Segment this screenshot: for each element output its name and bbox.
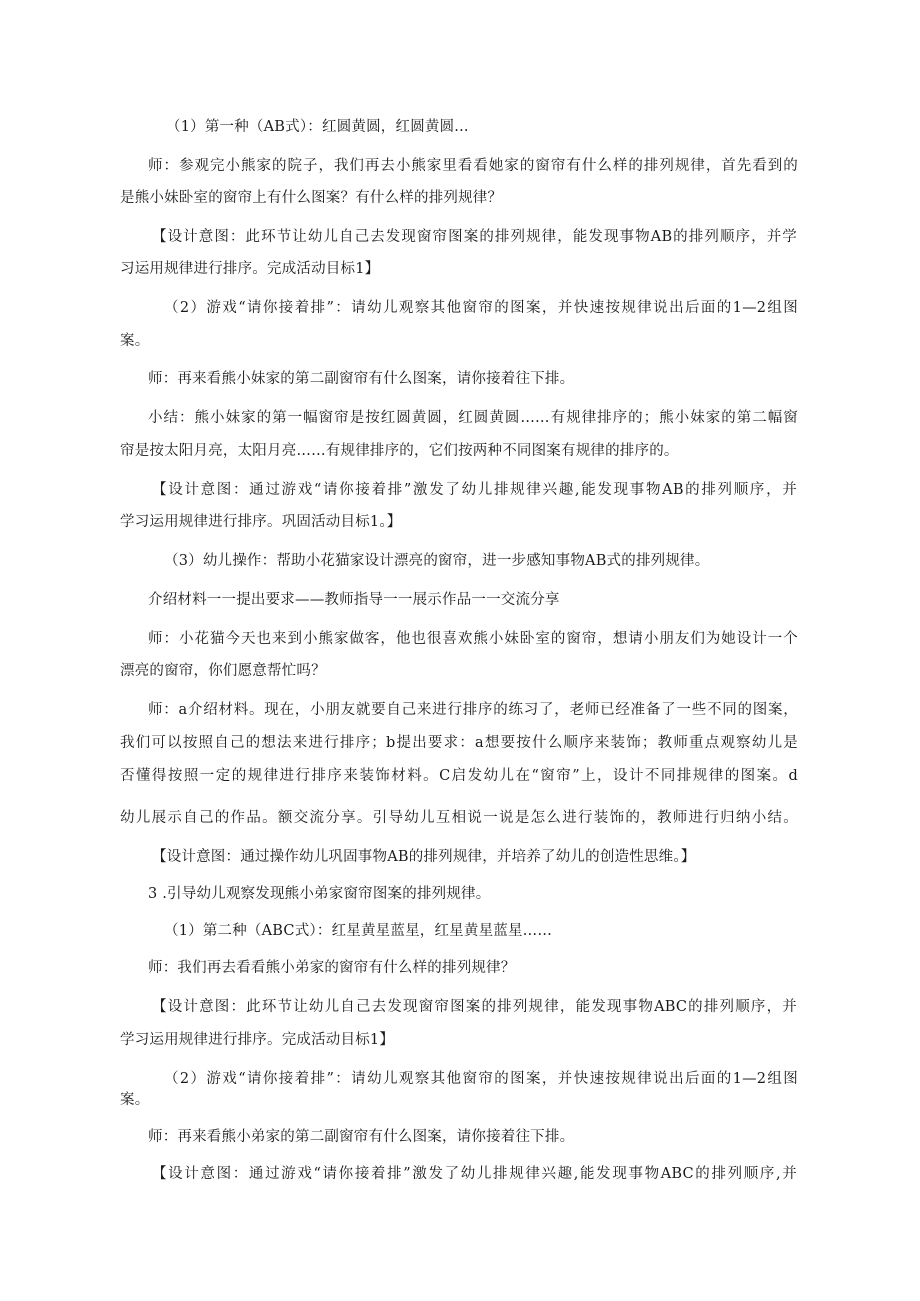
text-line: 我们可以按照自己的想法来进行排序；b提出要求：a想要按什么顺序来装饰；教师重点观察幼儿是 [120, 735, 798, 751]
text-line: （1）第一种（AB式）：红圆黄圆，红圆黄圆... [166, 119, 469, 135]
text-line: （2）游戏“请你接着排”：请幼儿观察其他窗帘的图案，并快速按规律说出后面的1—2组图 [164, 300, 798, 316]
text-line: 介绍材料一一提出要求——教师指导一一展示作品一一交流分享 [148, 592, 560, 608]
text-line: 否懂得按照一定的规律进行排序来装饰材料。C启发幼儿在“窗帘”上，设计不同排规律的图案。d [120, 768, 798, 784]
text-line: 【设计意图：通过游戏“请你接着排”激发了幼儿排规律兴趣,能发现事物ABC的排列顺序,并 [152, 1166, 797, 1182]
text-line: 师：a介绍材料。现在，小朋友就要自己来进行排序的练习了，老师已经准备了一些不同的图案， [148, 702, 798, 718]
text-line: 小结：熊小妹家的第一幅窗帘是按红圆黄圆，红圆黄圆……有规律排序的；熊小妹家的第二幅窗 [148, 410, 798, 426]
text-line: 帘是按太阳月亮，太阳月亮……有规律排序的，它们按两种不同图案有规律的排序的。 [120, 443, 679, 459]
text-line: 幼儿展示自己的作品。额交流分享。引导幼儿互相说一说是怎么进行装饰的，教师进行归纳小结。 [120, 810, 798, 826]
text-line: 学习运用规律进行排序。完成活动目标1】 [120, 1032, 395, 1048]
text-line: 漂亮的窗帘，你们愿意帮忙吗？ [120, 663, 326, 679]
text-line: 【设计意图：通过游戏“请你接着排”激发了幼儿排规律兴趣,能发现事物AB的排列顺序，并 [152, 482, 797, 498]
text-line: 习运用规律进行排序。完成活动目标1】 [120, 261, 380, 277]
text-line: 师：再来看熊小妹家的第二副窗帘有什么图案，请你接着往下排。 [148, 371, 575, 387]
text-line: 师：再来看熊小弟家的第二副窗帘有什么图案，请你接着往下排。 [148, 1129, 575, 1145]
text-line: （1）第二种（ABC式）：红星黄星蓝星，红星黄星蓝星…… [164, 923, 553, 939]
text-line: 师：参观完小熊家的院子，我们再去小熊家里看看她家的窗帘有什么样的排列规律，首先看到的 [148, 158, 798, 174]
text-line: 案。 [120, 333, 150, 349]
text-line: 【设计意图：此环节让幼儿自己去发现窗帘图案的排列规律，能发现事物AB的排列顺序，并学 [152, 229, 797, 245]
text-line: 学习运用规律进行排序。巩固活动目标1。】 [120, 514, 402, 530]
text-line: 3 .引导幼儿观察发现熊小弟家窗帘图案的排列规律。 [148, 886, 491, 902]
text-line: （3）幼儿操作：帮助小花猫家设计漂亮的窗帘，进一步感知事物AB式的排列规律。 [164, 553, 710, 569]
text-line: （2）游戏“请你接着排”：请幼儿观察其他窗帘的图案，并快速按规律说出后面的1—2组图 [164, 1071, 798, 1087]
text-line: 是熊小妹卧室的窗帘上有什么图案？有什么样的排列规律？ [120, 190, 503, 206]
text-line: 师：小花猫今天也来到小熊家做客，他也很喜欢熊小妹卧室的窗帘，想请小朋友们为她设计一个 [148, 631, 798, 647]
text-line: 师：我们再去看看熊小弟家的窗帘有什么样的排列规律？ [148, 960, 516, 976]
text-line: 案。 [120, 1092, 150, 1108]
text-line: 【设计意图：通过操作幼儿巩固事物AB的排列规律，并培养了幼儿的创造性思维。】 [152, 849, 696, 865]
text-line: 【设计意图：此环节让幼儿自己去发现窗帘图案的排列规律，能发现事物ABC的排列顺序，并 [152, 999, 797, 1015]
